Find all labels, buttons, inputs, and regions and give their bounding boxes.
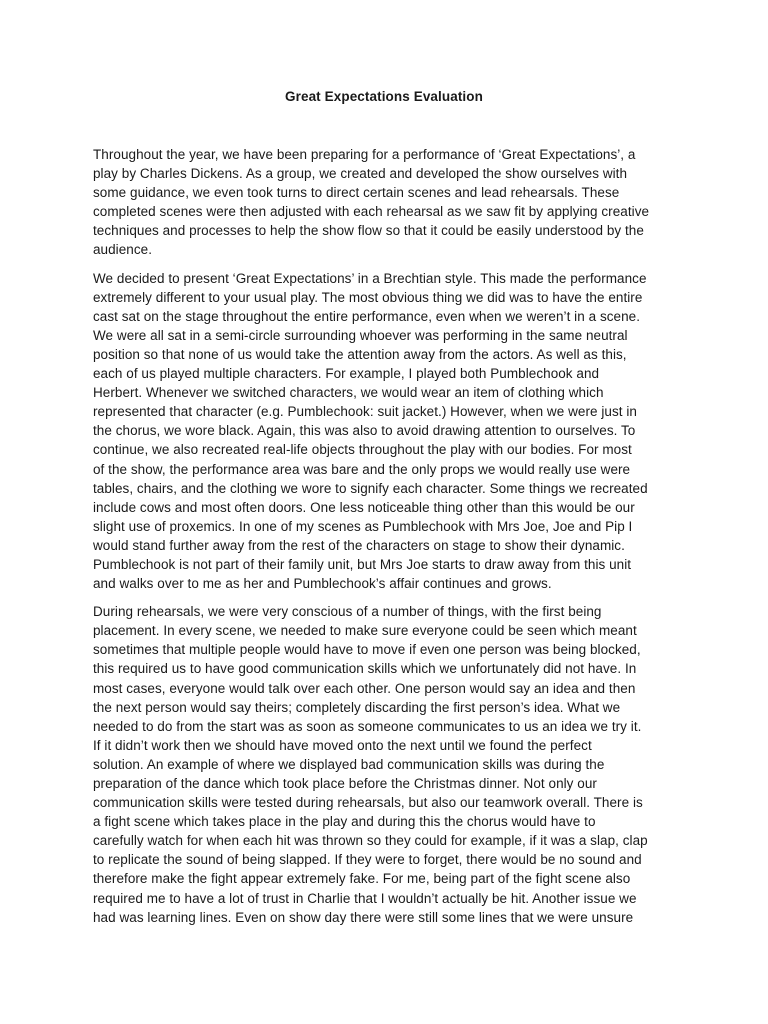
text-line: Pumblechook is not part of their family unit, but Mrs Joe starts to draw away from this unit (93, 556, 632, 572)
text-line: During rehearsals, we were very conscious of a number of things, with the first being (93, 604, 602, 620)
text-line: the next person would say theirs; completely discarding the first person’s idea. What we (93, 699, 621, 715)
text-line: had was learning lines. Even on show day there were still some lines that we were unsure (93, 909, 634, 925)
text-line: would stand further away from the rest of the characters on stage to show their dynamic. (93, 537, 625, 553)
text-line: to replicate the sound of being slapped. If they were to forget, there would be no sound and (93, 852, 642, 868)
text-line: some guidance, we even took turns to direct certain scenes and lead rehearsals. These (93, 185, 620, 201)
text-line: slight use of proxemics. In one of my scenes as Pumblechook with Mrs Joe, Joe and Pip I (93, 518, 633, 534)
paragraph-3 (93, 602, 673, 927)
text-line: tables, chairs, and the clothing we wore to signify each character. Some things we recreated (93, 480, 648, 496)
text-line: therefore make the fight appear extremely fake. For me, being part of the fight scene also (93, 871, 631, 887)
text-line: and walks over to me as her and Pumblechook’s affair continues and grows. (93, 576, 552, 592)
text-line: each of us played multiple characters. For example, I played both Pumblechook and (93, 366, 600, 382)
text-line: required me to have a lot of trust in Charlie that I wouldn’t actually be hit. Another issue we (93, 890, 637, 906)
text-line: carefully watch for when each hit was thrown so they could for example, if it was a slap, clap (93, 833, 648, 849)
text-line: completed scenes were then adjusted with each rehearsal as we saw fit by applying creative (93, 204, 650, 220)
text-line: most cases, everyone would talk over each other. One person would say an idea and then (93, 680, 636, 696)
text-line: of the show, the performance area was bare and the only props we would really use were (93, 461, 631, 477)
text-line: position so that none of us would take the attention away from the actors. As well as this, (93, 346, 627, 362)
document-body (93, 145, 673, 936)
text-line: sometimes that multiple people would have to move if even one person was being blocked, (93, 642, 641, 658)
text-line: We decided to present ‘Great Expectations’ in a Brechtian style. This made the performance (93, 270, 647, 286)
text-line: We were all sat in a semi-circle surrounding whoever was performing in the same neutral (93, 327, 628, 343)
text-line: needed to do from the start was as soon as someone communicates to us an idea we try it. (93, 718, 642, 734)
text-line: placement. In every scene, we needed to make sure everyone could be seen which meant (93, 623, 637, 639)
text-line: the chorus, we wore black. Again, this was also to avoid drawing attention to ourselves. To (93, 423, 636, 439)
text-line: represented that character (e.g. Pumblechook: suit jacket.) However, when we were just in (93, 404, 637, 420)
paragraph-1 (93, 145, 673, 260)
text-line: a fight scene which takes place in the play and during this the chorus would have to (93, 814, 596, 830)
text-line: communication skills were tested during rehearsals, but also our teamwork overall. There is (93, 795, 643, 811)
text-line: preparation of the dance which took place before the Christmas dinner. Not only our (93, 776, 597, 791)
text-line: extremely different to your usual play. The most obvious thing we did was to have the entire (93, 289, 643, 305)
text-line: Herbert. Whenever we switched characters, we would wear an item of clothing which (93, 385, 604, 401)
text-line: Throughout the year, we have been preparing for a performance of ‘Great Expectations’, a (93, 147, 636, 162)
text-line: include cows and most often doors. One less noticeable thing other than this would be our (93, 499, 635, 515)
document-title: Great Expectations Evaluation (285, 89, 483, 104)
paragraph-2 (93, 269, 673, 594)
text-line: this required us to have good communication skills which we unfortunately did not have. In (93, 661, 637, 677)
text-line: continue, we also recreated real-life objects throughout the play with our bodies. For most (93, 442, 632, 458)
text-line: cast sat on the stage throughout the entire performance, even when we weren’t in a scene. (93, 308, 641, 324)
text-line: solution. An example of where we displayed bad communication skills was during the (93, 756, 605, 772)
text-line: If it didn’t work then we should have moved onto the next until we found the perfect (93, 737, 592, 753)
text-line: audience. (93, 242, 152, 258)
text-line: play by Charles Dickens. As a group, we created and developed the show ourselves with (93, 166, 628, 182)
text-line: techniques and processes to help the show flow so that it could be easily understood by the (93, 223, 644, 239)
